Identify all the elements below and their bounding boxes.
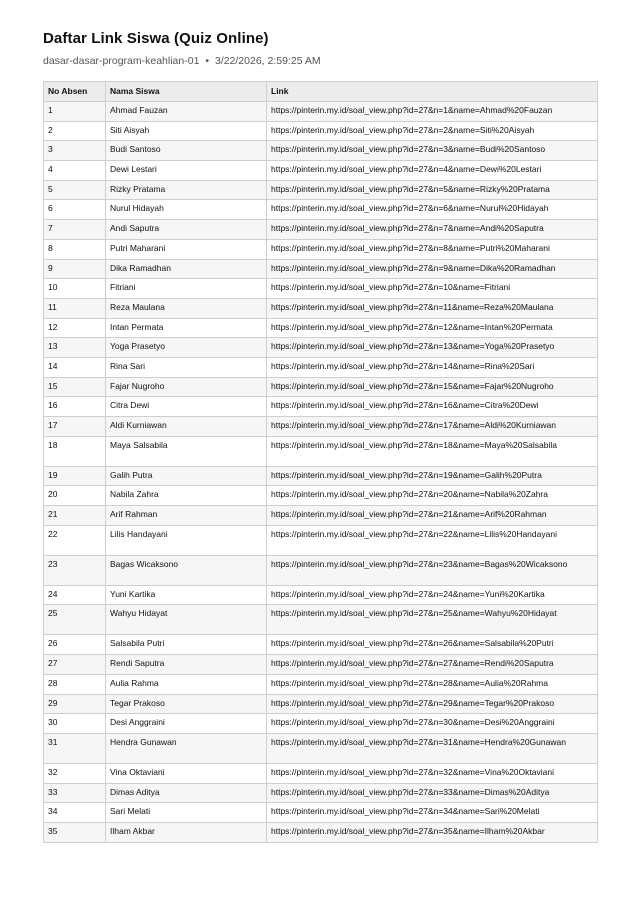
cell-no-absen: 27 <box>44 655 106 675</box>
table-row <box>44 694 598 714</box>
cell-link[interactable]: https://pinterin.my.id/soal_view.php?id=27&n=30&name=Desi%20Anggraini <box>267 714 598 734</box>
cell-link[interactable]: https://pinterin.my.id/soal_view.php?id=27&n=19&name=Galih%20Putra <box>267 466 598 486</box>
cell-link[interactable]: https://pinterin.my.id/soal_view.php?id=27&n=17&name=Aldi%20Kurniawan <box>267 417 598 437</box>
cell-nama-siswa: Ahmad Fauzan <box>106 102 267 122</box>
cell-nama-siswa: Dika Ramadhan <box>106 259 267 279</box>
cell-no-absen: 22 <box>44 525 106 555</box>
cell-nama-siswa: Hendra Gunawan <box>106 733 267 763</box>
cell-no-absen: 17 <box>44 417 106 437</box>
cell-nama-siswa: Aulia Rahma <box>106 674 267 694</box>
cell-link[interactable]: https://pinterin.my.id/soal_view.php?id=27&n=26&name=Salsabila%20Putri <box>267 635 598 655</box>
table-row <box>44 635 598 655</box>
cell-no-absen: 20 <box>44 486 106 506</box>
table-row <box>44 200 598 220</box>
cell-no-absen: 14 <box>44 357 106 377</box>
cell-no-absen: 7 <box>44 220 106 240</box>
cell-nama-siswa: Bagas Wicaksono <box>106 555 267 585</box>
cell-link[interactable]: https://pinterin.my.id/soal_view.php?id=27&n=29&name=Tegar%20Prakoso <box>267 694 598 714</box>
cell-no-absen: 1 <box>44 102 106 122</box>
table-row <box>44 220 598 240</box>
cell-no-absen: 24 <box>44 585 106 605</box>
cell-no-absen: 26 <box>44 635 106 655</box>
cell-no-absen: 10 <box>44 279 106 299</box>
cell-no-absen: 32 <box>44 763 106 783</box>
table-row <box>44 397 598 417</box>
cell-link[interactable]: https://pinterin.my.id/soal_view.php?id=27&n=18&name=Maya%20Salsabila <box>267 436 598 466</box>
table-row <box>44 318 598 338</box>
cell-link[interactable]: https://pinterin.my.id/soal_view.php?id=27&n=14&name=Rina%20Sari <box>267 357 598 377</box>
cell-no-absen: 9 <box>44 259 106 279</box>
cell-no-absen: 33 <box>44 783 106 803</box>
cell-no-absen: 13 <box>44 338 106 358</box>
cell-nama-siswa: Rizky Pratama <box>106 180 267 200</box>
cell-link[interactable]: https://pinterin.my.id/soal_view.php?id=27&n=21&name=Arif%20Rahman <box>267 506 598 526</box>
cell-nama-siswa: Dewi Lestari <box>106 161 267 181</box>
student-link-table <box>43 81 598 843</box>
cell-link[interactable]: https://pinterin.my.id/soal_view.php?id=27&n=34&name=Sari%20Melati <box>267 803 598 823</box>
cell-link[interactable]: https://pinterin.my.id/soal_view.php?id=27&n=3&name=Budi%20Santoso <box>267 141 598 161</box>
cell-nama-siswa: Rina Sari <box>106 357 267 377</box>
cell-no-absen: 6 <box>44 200 106 220</box>
cell-link[interactable]: https://pinterin.my.id/soal_view.php?id=27&n=24&name=Yuni%20Kartika <box>267 585 598 605</box>
cell-nama-siswa: Tegar Prakoso <box>106 694 267 714</box>
cell-no-absen: 23 <box>44 555 106 585</box>
table-row <box>44 655 598 675</box>
cell-link[interactable]: https://pinterin.my.id/soal_view.php?id=27&n=31&name=Hendra%20Gunawan <box>267 733 598 763</box>
cell-no-absen: 18 <box>44 436 106 466</box>
cell-no-absen: 2 <box>44 121 106 141</box>
table-row <box>44 141 598 161</box>
table-row <box>44 783 598 803</box>
cell-nama-siswa: Reza Maulana <box>106 298 267 318</box>
table-row <box>44 486 598 506</box>
cell-no-absen: 12 <box>44 318 106 338</box>
cell-nama-siswa: Nabila Zahra <box>106 486 267 506</box>
cell-link[interactable]: https://pinterin.my.id/soal_view.php?id=27&n=20&name=Nabila%20Zahra <box>267 486 598 506</box>
cell-link[interactable]: https://pinterin.my.id/soal_view.php?id=27&n=4&name=Dewi%20Lestari <box>267 161 598 181</box>
cell-nama-siswa: Arif Rahman <box>106 506 267 526</box>
cell-nama-siswa: Rendi Saputra <box>106 655 267 675</box>
page-subtitle <box>43 55 597 67</box>
cell-nama-siswa: Wahyu Hidayat <box>106 605 267 635</box>
table-row <box>44 585 598 605</box>
table-row <box>44 298 598 318</box>
table-row <box>44 259 598 279</box>
cell-link[interactable]: https://pinterin.my.id/soal_view.php?id=27&n=13&name=Yoga%20Prasetyo <box>267 338 598 358</box>
table-row <box>44 763 598 783</box>
cell-link[interactable]: https://pinterin.my.id/soal_view.php?id=27&n=7&name=Andi%20Saputra <box>267 220 598 240</box>
cell-nama-siswa: Siti Aisyah <box>106 121 267 141</box>
table-row <box>44 239 598 259</box>
cell-link[interactable]: https://pinterin.my.id/soal_view.php?id=27&n=9&name=Dika%20Ramadhan <box>267 259 598 279</box>
cell-nama-siswa: Citra Dewi <box>106 397 267 417</box>
cell-link[interactable]: https://pinterin.my.id/soal_view.php?id=27&n=25&name=Wahyu%20Hidayat <box>267 605 598 635</box>
cell-no-absen: 25 <box>44 605 106 635</box>
cell-nama-siswa: Yoga Prasetyo <box>106 338 267 358</box>
header-nama-siswa: Nama Siswa <box>106 82 267 102</box>
table-row <box>44 102 598 122</box>
cell-no-absen: 16 <box>44 397 106 417</box>
cell-no-absen: 3 <box>44 141 106 161</box>
cell-link[interactable]: https://pinterin.my.id/soal_view.php?id=27&n=33&name=Dimas%20Aditya <box>267 783 598 803</box>
table-row <box>44 338 598 358</box>
cell-no-absen: 15 <box>44 377 106 397</box>
cell-nama-siswa: Budi Santoso <box>106 141 267 161</box>
table-row <box>44 357 598 377</box>
cell-no-absen: 11 <box>44 298 106 318</box>
table-row <box>44 525 598 555</box>
cell-nama-siswa: Dimas Aditya <box>106 783 267 803</box>
cell-no-absen: 29 <box>44 694 106 714</box>
table-row <box>44 436 598 466</box>
cell-nama-siswa: Sari Melati <box>106 803 267 823</box>
table-row <box>44 161 598 181</box>
table-row <box>44 555 598 585</box>
page-title: Daftar Link Siswa (Quiz Online) <box>43 30 269 47</box>
table-row <box>44 822 598 842</box>
header-link: Link <box>267 82 598 102</box>
cell-no-absen: 4 <box>44 161 106 181</box>
subtitle-slug: dasar-dasar-program-keahlian-01 <box>43 55 200 67</box>
cell-link[interactable]: https://pinterin.my.id/soal_view.php?id=27&n=2&name=Siti%20Aisyah <box>267 121 598 141</box>
cell-link[interactable]: https://pinterin.my.id/soal_view.php?id=27&n=12&name=Intan%20Permata <box>267 318 598 338</box>
cell-nama-siswa: Nurul Hidayah <box>106 200 267 220</box>
table-row <box>44 466 598 486</box>
table-row <box>44 506 598 526</box>
cell-link[interactable]: https://pinterin.my.id/soal_view.php?id=27&n=32&name=Vina%20Oktaviani <box>267 763 598 783</box>
cell-nama-siswa: Fitriani <box>106 279 267 299</box>
cell-nama-siswa: Vina Oktaviani <box>106 763 267 783</box>
cell-no-absen: 19 <box>44 466 106 486</box>
cell-link[interactable]: https://pinterin.my.id/soal_view.php?id=27&n=27&name=Rendi%20Saputra <box>267 655 598 675</box>
cell-nama-siswa: Fajar Nugroho <box>106 377 267 397</box>
cell-no-absen: 5 <box>44 180 106 200</box>
cell-link[interactable]: https://pinterin.my.id/soal_view.php?id=27&n=10&name=Fitriani <box>267 279 598 299</box>
cell-nama-siswa: Desi Anggraini <box>106 714 267 734</box>
table-body <box>44 102 598 843</box>
cell-link[interactable]: https://pinterin.my.id/soal_view.php?id=27&n=5&name=Rizky%20Pratama <box>267 180 598 200</box>
cell-link[interactable]: https://pinterin.my.id/soal_view.php?id=27&n=23&name=Bagas%20Wicaksono <box>267 555 598 585</box>
table-row <box>44 714 598 734</box>
cell-link[interactable]: https://pinterin.my.id/soal_view.php?id=27&n=22&name=Lilis%20Handayani <box>267 525 598 555</box>
cell-nama-siswa: Salsabila Putri <box>106 635 267 655</box>
cell-link[interactable]: https://pinterin.my.id/soal_view.php?id=27&n=1&name=Ahmad%20Fauzan <box>267 102 598 122</box>
cell-nama-siswa: Aldi Kurniawan <box>106 417 267 437</box>
cell-link[interactable]: https://pinterin.my.id/soal_view.php?id=27&n=16&name=Citra%20Dewi <box>267 397 598 417</box>
table-row <box>44 279 598 299</box>
table-row <box>44 180 598 200</box>
cell-nama-siswa: Intan Permata <box>106 318 267 338</box>
cell-nama-siswa: Ilham Akbar <box>106 822 267 842</box>
cell-no-absen: 28 <box>44 674 106 694</box>
cell-nama-siswa: Maya Salsabila <box>106 436 267 466</box>
table-header-row <box>44 82 598 102</box>
header-no-absen: No Absen <box>44 82 106 102</box>
subtitle-separator: • <box>205 55 210 67</box>
cell-nama-siswa: Lilis Handayani <box>106 525 267 555</box>
cell-no-absen: 30 <box>44 714 106 734</box>
table-row <box>44 605 598 635</box>
subtitle-datetime: 3/22/2026, 2:59:25 AM <box>214 55 321 67</box>
cell-nama-siswa: Putri Maharani <box>106 239 267 259</box>
table-row <box>44 121 598 141</box>
table-row <box>44 674 598 694</box>
cell-nama-siswa: Galih Putra <box>106 466 267 486</box>
cell-no-absen: 8 <box>44 239 106 259</box>
cell-link[interactable]: https://pinterin.my.id/soal_view.php?id=27&n=15&name=Fajar%20Nugroho <box>267 377 598 397</box>
table-row <box>44 377 598 397</box>
cell-link[interactable]: https://pinterin.my.id/soal_view.php?id=27&n=11&name=Reza%20Maulana <box>267 298 598 318</box>
cell-no-absen: 35 <box>44 822 106 842</box>
table-row <box>44 417 598 437</box>
table-row <box>44 733 598 763</box>
cell-no-absen: 34 <box>44 803 106 823</box>
table-row <box>44 803 598 823</box>
cell-link[interactable]: https://pinterin.my.id/soal_view.php?id=27&n=35&name=Ilham%20Akbar <box>267 822 598 842</box>
cell-link[interactable]: https://pinterin.my.id/soal_view.php?id=27&n=8&name=Putri%20Maharani <box>267 239 598 259</box>
cell-nama-siswa: Yuni Kartika <box>106 585 267 605</box>
cell-no-absen: 21 <box>44 506 106 526</box>
cell-nama-siswa: Andi Saputra <box>106 220 267 240</box>
cell-link[interactable]: https://pinterin.my.id/soal_view.php?id=27&n=6&name=Nurul%20Hidayah <box>267 200 598 220</box>
cell-no-absen: 31 <box>44 733 106 763</box>
cell-link[interactable]: https://pinterin.my.id/soal_view.php?id=27&n=28&name=Aulia%20Rahma <box>267 674 598 694</box>
